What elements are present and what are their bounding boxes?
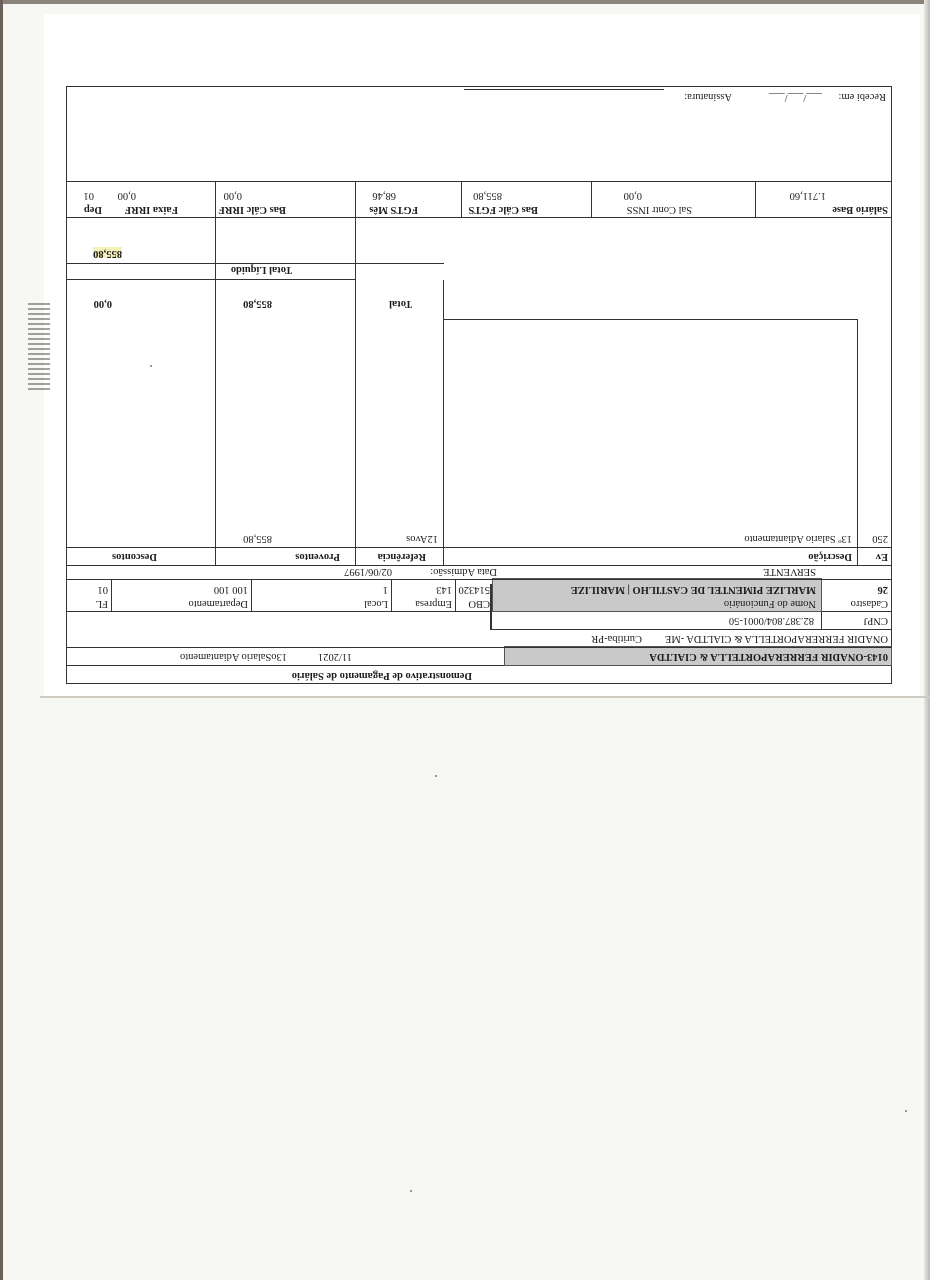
base-irrf-value: 0,00	[223, 190, 242, 201]
col-line	[215, 218, 216, 566]
signature-line	[464, 89, 664, 90]
row-referencia: 12Avos	[406, 533, 438, 544]
fgts-mes-label: FGTS Mês	[369, 204, 418, 215]
recebi-label: Recebi em:	[838, 91, 886, 102]
admissao-value: 02/06/1997	[344, 566, 392, 577]
base-fgts-value: 855,80	[473, 190, 502, 201]
divider	[66, 181, 892, 182]
row-descricao: 13º Salario Adiantamento	[744, 533, 852, 544]
divider	[66, 579, 892, 580]
cnpj-value: 82.387.804/0001-50	[728, 615, 814, 626]
sal-contr-inss-value: 0,00	[623, 190, 642, 201]
divider	[444, 319, 858, 320]
cbo-value: 514320	[458, 584, 490, 595]
row-ev: 250	[872, 533, 888, 544]
company-code-name: 0143-ONADIR FERRERAPORTELLA & CIALTDA	[649, 651, 888, 662]
payslip-document	[66, 86, 892, 684]
total-proventos: 855,80	[243, 298, 272, 309]
empresa-value: 143	[436, 584, 452, 595]
departamento-value: 100 100	[213, 584, 248, 595]
company-city: Curitiba-PR	[591, 633, 642, 644]
liquido-label: Total Líquido	[230, 264, 292, 275]
row-proventos: 855,80	[243, 533, 272, 544]
divider	[66, 565, 892, 566]
document-title: Demonstrativo de Pagamento de Salário	[291, 670, 472, 681]
header-referencia: Referência	[377, 551, 426, 562]
divider	[66, 279, 356, 280]
divider	[251, 580, 252, 612]
divider	[66, 647, 892, 648]
base-fgts-label: Bas Cálc FGTS	[468, 204, 538, 215]
cnpj-label: CNPJ	[863, 615, 888, 626]
scan-right-edge	[924, 0, 930, 1280]
local-value: 1	[382, 584, 388, 595]
base-irrf-label: Bas Cálc IRRF	[218, 204, 286, 215]
empresa-label: Empresa	[415, 598, 452, 609]
fl-value: 01	[97, 584, 108, 595]
employee-role: SERVENTE	[763, 566, 816, 577]
divider	[66, 217, 892, 218]
total-label: Total	[389, 298, 412, 309]
divider	[461, 182, 462, 218]
assinatura-label: Assinatura:	[684, 91, 732, 102]
divider	[215, 182, 216, 218]
period-description: 13oSalario Adiantamento	[179, 651, 287, 662]
col-line	[443, 280, 444, 566]
local-label: Local	[364, 598, 388, 609]
scan-left-edge	[0, 0, 3, 1280]
dust-speck	[410, 1190, 412, 1192]
header-proventos: Proventos	[295, 551, 340, 562]
dep-value: 01	[83, 190, 94, 201]
period-reference: 11/2021	[317, 651, 352, 662]
liquido-value: 855,80	[93, 248, 122, 259]
divider	[492, 629, 892, 630]
company-legal-name: ONADIR FERRERAPORTELLA & CIALTDA -ME	[665, 633, 888, 644]
divider	[591, 182, 592, 218]
sal-contr-inss-label: Sal Contr INSS	[626, 204, 692, 215]
header-ev: Ev	[875, 551, 888, 562]
dep-label: Dep	[83, 204, 102, 215]
header-descricao: Descrição	[808, 551, 852, 562]
col-line	[355, 218, 356, 566]
divider	[755, 182, 756, 218]
faixa-irrf-label: Faixa IRRF	[124, 204, 178, 215]
total-descontos: 0,00	[93, 298, 112, 309]
dust-speck	[435, 775, 437, 777]
divider	[391, 580, 392, 612]
employee-name-label: Nome do Funcionário	[723, 598, 816, 609]
divider	[455, 580, 456, 612]
paper-edge	[40, 696, 930, 698]
faixa-irrf-value: 0,00	[117, 190, 136, 201]
fl-label: FL	[95, 598, 108, 609]
cadastro-label: Cadastro	[850, 598, 888, 609]
salario-base-value: 1.711,60	[789, 190, 826, 201]
recebi-date-blank: ___/___/___	[768, 92, 822, 103]
employee-name: MARLIZE PIMENTEL DE CASTILHO | MARILIZE	[570, 584, 816, 595]
divider	[111, 580, 112, 612]
scan-smudge	[28, 300, 50, 390]
divider	[355, 182, 356, 218]
cadastro-value: 26	[877, 584, 888, 595]
cbo-label: CBO	[468, 598, 490, 609]
dust-speck	[905, 1110, 907, 1112]
fgts-mes-value: 68,46	[372, 190, 396, 201]
scan-top-edge	[0, 0, 930, 4]
departamento-label: Departamento	[188, 598, 248, 609]
salario-base-label: Salário Base	[832, 204, 888, 215]
col-line	[857, 320, 858, 566]
divider	[66, 547, 892, 548]
title-row	[66, 665, 892, 684]
admissao-label: Data Admissão:	[430, 566, 497, 577]
header-descontos: Descontos	[112, 551, 157, 562]
